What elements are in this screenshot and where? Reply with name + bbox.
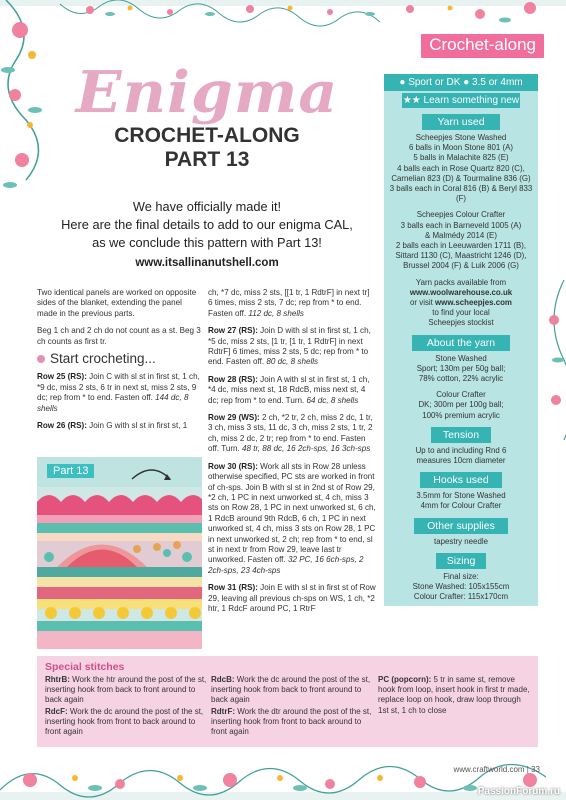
article-header: [42, 59, 372, 172]
special-stitches-box: [37, 656, 538, 747]
intro-paragraph: Two identical panels are worked on opposite sides of the blanket, extending the panel made in the previous parts.: [37, 288, 197, 318]
about-yarn-text: Stone Washed Sport; 130m per 50g ball; 78% cotton, 22% acrylic Colour Crafter DK; 300m per 100g ball; 100% premium acrylic: [416, 353, 506, 420]
yarn-ball-icon: ●: [399, 77, 406, 88]
photo-label: Part 13: [47, 464, 94, 478]
tension-text: Up to and including Rnd 6 measures 10cm diameter: [415, 445, 507, 466]
tension-heading: Tension: [431, 427, 491, 443]
yarn-used-heading: Yarn used: [422, 114, 500, 130]
note-paragraph: Beg 1 ch and 2 ch do not count as a st. Beg 3 ch counts as first tr.: [37, 326, 201, 346]
stitch-rhtrb: RhtrB: Work the htr around the post of the st, inserting hook from back to front around to back again: [45, 675, 207, 705]
special-stitches-col-3: [378, 675, 532, 717]
hook-icon: ●: [463, 77, 470, 88]
stitch-rdcb: RdcB: Work the dc around the post of the st, inserting hook from back to front around to back again: [211, 675, 371, 705]
other-supplies-heading: Other supplies: [414, 518, 508, 534]
row-29-instruction: Row 29 (WS): 2 ch, *2 tr, 2 ch, miss 2 dc, 1 tr, 3 ch, miss 3 sts, 11 dc, 3 ch, miss 2 sts, 1 tr, 2 ch, miss 2 dc, 2 tr; rep from * to end. Fasten off. Turn. 48 tr, 88 dc, 16 2ch-sps, 16 3ch-sps: [208, 413, 373, 454]
row-27-instruction: Row 27 (RS): Join D with sl st in first st, 1 ch, *5 dc, miss 2 sts, [1 tr, [1 tr, 1 RdtrF] in next RdtrF] 6 times, miss 2 sts, 5 dc; rep from * to end. Fasten off. 80 dc, 8 shells: [208, 326, 371, 367]
section-tag: Crochet-along: [421, 34, 544, 58]
pattern-column-1: [37, 288, 203, 438]
page-number: 33: [531, 765, 540, 774]
special-stitches-col-1: [45, 675, 207, 738]
intro-line: as we conclude this pattern with Part 13!: [92, 235, 322, 250]
sizing-heading: Sizing: [436, 553, 486, 569]
designer-url[interactable]: www.itsallinanutshell.com: [135, 257, 279, 269]
article-logo-title: Enigma: [75, 59, 339, 127]
intro-line: Here are the final details to add to our enigma CAL,: [61, 217, 353, 232]
yarn-used-text: Scheepjes Stone Washed 6 balls in Moon Stone 801 (A) 5 balls in Malachite 825 (E) 4 balls each in Rose Quartz 820 (C), Carnelian 823 (D) & Tourmaline 836 (G) 3 balls each in Coral 816 (B) & Beryl 833 (F) Scheepjes Colour Crafter 3 balls each in Barneveld 1005 (A) & Malmédy 2014 (E) 2 balls each in Leeuwarden 1711 (B), Sittard 1130 (C), Maastricht 1246 (D), Brussel 2004 (F) & Luik 2006 (G) Yarn packs available from www.woolwarehouse.co.uk or visit www.scheepjes.com to find your local Scheepjes stockist: [389, 133, 533, 328]
hooks-text: 3.5mm for Stone Washed 4mm for Colour Crafter: [416, 491, 506, 511]
scheepjes-link[interactable]: www.scheepjes.com: [435, 298, 512, 308]
article-title: CROCHET-ALONG: [114, 124, 300, 147]
start-crocheting-heading: Start crocheting...: [37, 354, 203, 364]
watermark: PassionForum.ru: [477, 786, 560, 797]
footer-site[interactable]: www.craftworld.com: [453, 765, 525, 774]
article-part: PART 13: [164, 148, 250, 171]
stitch-rdtrf: RdtrF: Work the dtr around the post of the st, inserting hook from front to back around to front again: [211, 706, 372, 737]
page-footer: www.craftworld.com | 33: [453, 765, 540, 774]
intro-standfirst: [42, 198, 372, 272]
row-26-continued: ch, *7 dc, miss 2 sts, [[1 tr, 1 RdtrF] in next tr] 6 times, miss 2 sts, 7 dc; rep from * to end. Fasten off. 112 dc, 8 shells: [208, 288, 370, 318]
woolwarehouse-link[interactable]: www.woolwarehouse.co.uk: [409, 287, 513, 297]
special-stitches-title: Special stitches: [45, 661, 125, 673]
floral-border-right: [536, 280, 566, 440]
bullet-dot-icon: [37, 355, 45, 363]
pattern-column-2: [208, 288, 376, 621]
part-13-photo: [37, 457, 202, 649]
sizing-text: Final size: Stone Washed: 105x155cm Colour Crafter: 115x170cm: [412, 571, 510, 602]
intro-line: We have officially made it!: [132, 199, 282, 214]
other-supplies-text: tapestry needle: [434, 536, 488, 546]
row-31-instruction: Row 31 (RS): Join E with sl st in first st of Row 29, leaving all previous ch-sps on WS, 1 ch, *2 htr, 1 RdcF around PC, 1 RtrF: [208, 583, 376, 613]
stitch-popcorn: PC (popcorn): 5 tr in same st, remove hook from loop, insert hook in first tr made, replace loop on hook, draw loop through 1st st, 1 ch to close: [378, 675, 530, 715]
row-25-instruction: Row 25 (RS): Join C with sl st in first st, 1 ch, *9 dc, miss 2 sts, 6 tr in next st, miss 2 sts, 9 dc; rep from * to end. Fasten off. 144 dc, 8 shells: [37, 372, 200, 413]
crochet-swatch-image: [37, 457, 202, 649]
row-28-instruction: Row 28 (RS): Join A with sl st in first st, 1 ch, *4 dc, miss next st, 18 RdcB, miss next st, 4 dc; rep from * to end. Turn. 64 dc, 8 shells: [208, 374, 370, 405]
info-sidebar: [384, 74, 538, 606]
row-30-instruction: Row 30 (RS): Work all sts in Row 28 unless otherwise specified, PC sts are worked in front of ch-sps. Join B with sl st in 2nd st of Row 29, *2 ch, 1 PC in next unworked st, 4 ch, miss 3 sts on Row 28, 1 PC in next unworked st, 6 ch, 1 RdcB around 9th RdcB, 6 ch, 1 PC in next unworked st, 4 ch, miss 3 sts on Row 28, 1 PC in next unworked st, 2 ch; rep from * to end, sl st in next tr from Row 29, leave last tr unworked. Fasten off. 32 PC, 16 6ch-sps, 2 2ch-sps, 23 4ch-sps: [208, 461, 376, 575]
yarn-weight-bar: ● Sport or DK ● 3.5 or 4mm: [384, 74, 538, 91]
special-stitches-col-2: [211, 675, 373, 738]
skill-level-bar: ★★ Learn something new: [402, 95, 520, 106]
about-yarn-heading: About the yarn: [412, 335, 510, 351]
row-26-instruction: Row 26 (RS): Join G with sl st in first st, 1: [37, 421, 188, 431]
stitch-rdcf: RdcF: Work the dc around the post of the st, inserting hook from front to back around to front again: [45, 706, 204, 737]
hooks-heading: Hooks used: [420, 472, 502, 488]
